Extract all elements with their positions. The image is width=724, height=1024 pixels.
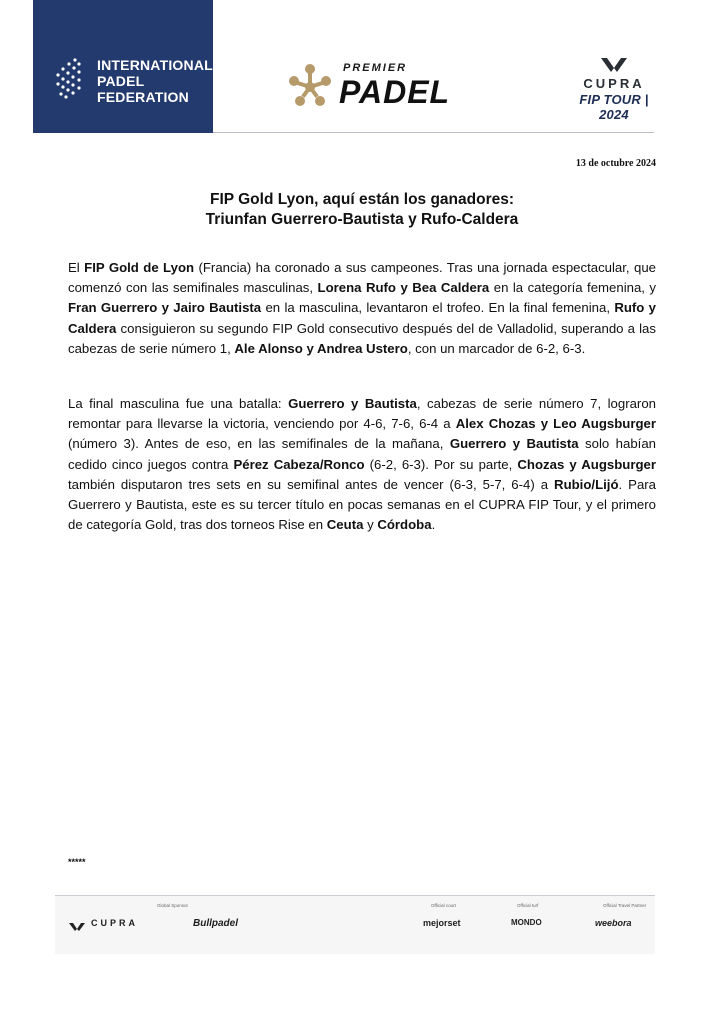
- text-run: (número 3). Antes de eso, en las semifinales de la mañana,: [68, 436, 450, 452]
- ipf-line-3: FEDERATION: [97, 89, 189, 105]
- sponsor-weebora: weebora: [595, 918, 632, 928]
- fip-tour-2024-label: FIP TOUR | 2024: [579, 92, 649, 122]
- sponsor-mejorset: mejorset: [423, 918, 461, 928]
- bold-text-run: Fran Guerrero y Jairo Bautista: [68, 300, 262, 316]
- sponsor-bullpadel: Bullpadel: [193, 918, 239, 929]
- caption-official-turf: Official turf: [517, 903, 539, 908]
- headline-line-1: FIP Gold Lyon, aquí están los ganadores:: [209, 191, 515, 208]
- text-run: , cabezas de serie número 7, lograron remontar para llevarse la victoria, venciendo por 4-6, 7-6, 6-4 a: [68, 396, 656, 432]
- text-run: (6-2, 6-3). Por su parte,: [364, 456, 518, 472]
- sponsor-footer: [55, 895, 655, 955]
- cupra-emblem-icon: [599, 56, 629, 74]
- cupra-footer-icon: [68, 922, 86, 932]
- text-run: y: [363, 517, 378, 533]
- body-paragraph-1: [68, 258, 656, 359]
- ipf-wordmark: [97, 57, 213, 105]
- premier-padel-star-icon: [285, 62, 335, 112]
- bold-text-run: Ale Alonso y Andrea Ustero: [234, 340, 408, 356]
- ipf-line-2: PADEL: [97, 73, 145, 89]
- text-run: (Francia) ha coronado a sus campeones. Tras una jornada espectacular, que comenzó con las semifinales masculinas,: [68, 260, 657, 296]
- text-run: en la masculina, levantaron el trofeo. En la final femenina,: [261, 300, 615, 316]
- cupra-wordmark: CUPRA: [583, 76, 645, 91]
- caption-global-sponsor: Global Sponsor: [157, 903, 189, 908]
- header-divider: [213, 132, 654, 133]
- bold-text-run: Guerrero y Bautista: [288, 396, 417, 411]
- text-run: solo habían cedido cinco juegos contra: [68, 436, 657, 472]
- body-paragraph-2: [68, 394, 656, 535]
- text-run: .: [431, 517, 436, 533]
- ipf-logo-icon: [53, 56, 83, 102]
- bold-text-run: Córdoba: [377, 517, 432, 533]
- text-run: en la categoría femenina, y: [489, 280, 657, 296]
- bold-text-run: Alex Chozas y Leo Augsburger: [455, 416, 656, 432]
- caption-official-court: Official court: [431, 903, 456, 908]
- text-run: La final masculina fue una batalla:: [68, 396, 289, 411]
- end-marker: *****: [68, 857, 86, 867]
- padel-label: PADEL: [339, 74, 451, 110]
- ipf-header-block: [33, 0, 213, 133]
- premier-label: PREMIER: [343, 62, 408, 74]
- footer-divider: [55, 895, 655, 896]
- headline-line-2: Triunfan Guerrero-Bautista y Rufo-Caldera: [205, 211, 519, 228]
- text-run: , con un marcador de 6-2, 6-3.: [407, 340, 586, 356]
- bold-text-run: Pérez Cabeza/Ronco: [233, 456, 365, 472]
- ipf-line-1: INTERNATIONAL: [97, 57, 213, 73]
- text-run: El: [68, 260, 85, 275]
- sponsor-mondo: MONDO: [511, 918, 542, 927]
- sponsor-cupra: CUPRA: [91, 918, 139, 928]
- bold-text-run: Chozas y Augsburger: [517, 456, 656, 472]
- text-run: también disputaron tres sets en su semifinal antes de vencer (6-3, 5-7, 6-4) a: [68, 476, 555, 492]
- text-run: . Para Guerrero y Bautista, este es su tercer título en pocas semanas en el CUPRA FIP Tour, y el primero de categoría Gold, tras dos torneos Rise en: [68, 476, 657, 533]
- bold-text-run: Guerrero y Bautista: [449, 436, 579, 452]
- bold-text-run: Lorena Rufo y Bea Caldera: [317, 280, 490, 296]
- bold-text-run: Rubio/Lijó: [554, 476, 619, 492]
- text-run: consiguieron su segundo FIP Gold consecutivo después del de Valladolid, superando a las cabezas de serie número 1,: [68, 320, 656, 356]
- bold-text-run: FIP Gold de Lyon: [84, 260, 195, 275]
- bold-text-run: Rufo y Caldera: [68, 300, 656, 336]
- footer-background: [55, 896, 655, 954]
- premier-padel-logo: [285, 60, 495, 115]
- caption-official-travel: Official Travel Partner: [603, 903, 647, 908]
- bold-text-run: Ceuta: [326, 517, 364, 533]
- press-date: 13 de octubre 2024: [575, 158, 656, 169]
- cupra-fip-tour-logo: [574, 56, 654, 122]
